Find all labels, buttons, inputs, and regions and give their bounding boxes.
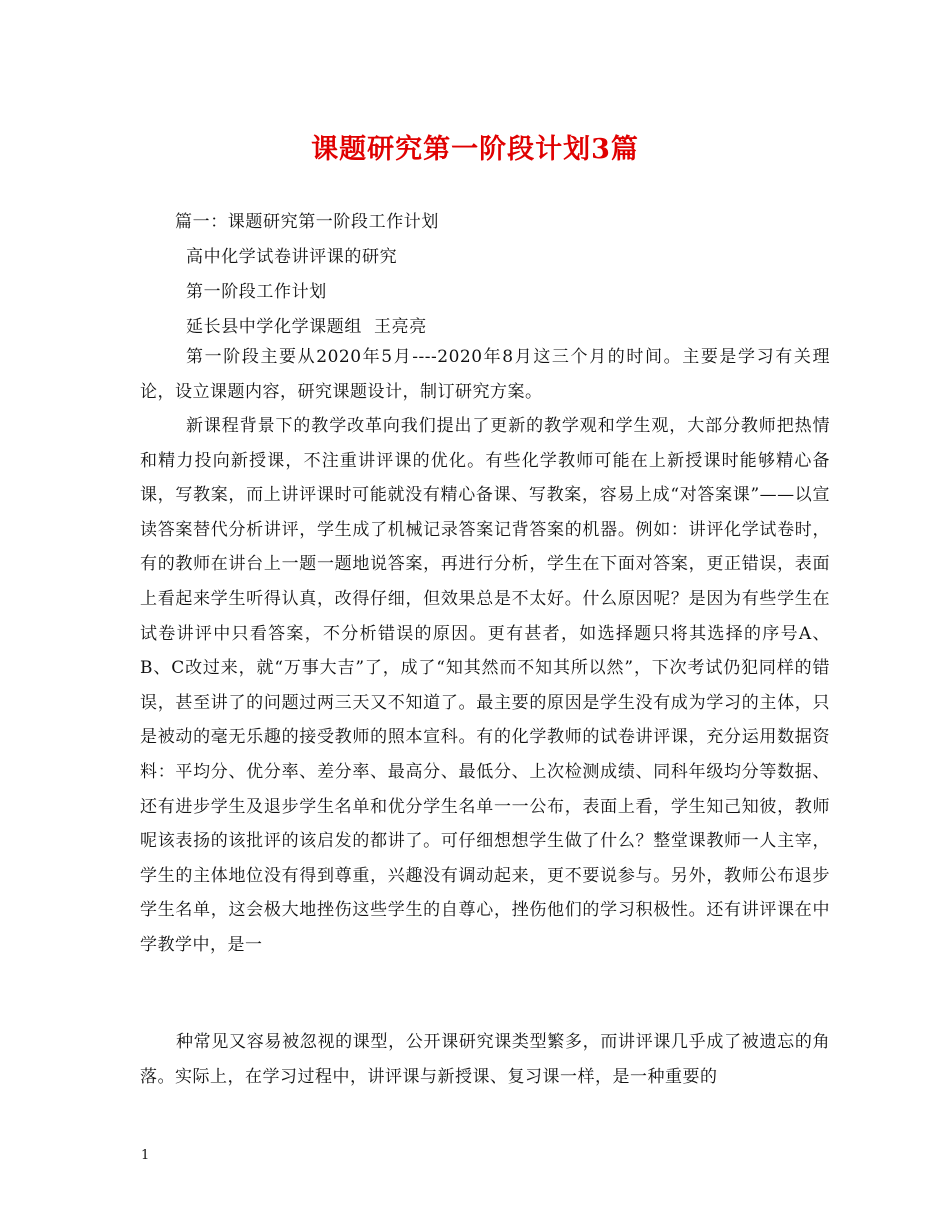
paragraph-3: 种常见又容易被忽视的课型，公开课研究课类型繁多，而讲评课几乎成了被遗忘的角落。实际上，在学习过程中，讲评课与新授课、复习课一样，是一种重要的 (140, 1032, 830, 1087)
page-number: 1 (141, 1148, 150, 1163)
paragraph-1: 第一阶段主要从2020年5月----2020年8月这三个月的时间。主要是学习有关理论，设立课题内容，研究课题设计，制订研究方案。 (140, 347, 830, 402)
section-heading: 篇一：课题研究第一阶段工作计划 (175, 212, 439, 232)
author-line: 延长县中学化学课题组 王亮亮 (186, 317, 427, 337)
subject-line: 高中化学试卷讲评课的研究 (186, 247, 398, 267)
paragraph-2: 新课程背景下的教学改革向我们提出了更新的教学观和学生观，大部分教师把热情和精力投向新授课，不注重讲评课的优化。有些化学教师可能在上新授课时能够精心备课，写教案，而上讲评课时可能就没有精心备课、写教案，容易上成“对答案课”——以宣读答案替代分析讲评，学生成了机械记录答案记背答案的机器。例如：讲评化学试卷时，有的教师在讲台上一题一题地说答案，再进行分析，学生在下面对答案，更正错误，表面上看起来学生听得认真，改得仔细，但效果总是不太好。什么原因呢？是因为有些学生在试卷讲评中只看答案，不分析错误的原因。更有甚者，如选择题只将其选择的序号A、B、C改过来，就“万事大吉”了，成了“知其然而不知其所以然”，下次考试仍犯同样的错误，甚至讲了的问题过两三天又不知道了。最主要的原因是学生没有成为学习的主体，只是被动的毫无乐趣的接受教师的照本宣科。有的化学教师的试卷讲评课，充分运用数据资料：平均分、优分率、差分率、最高分、最低分、上次检测成绩、同科年级均分等数据、还有进步学生及退步学生名单和优分学生名单一一公布，表面上看，学生知己知彼，教师呢该表扬的该批评的该启发的都讲了。可仔细想想学生做了什么？整堂课教师一人主宰，学生的主体地位没有得到尊重，兴趣没有调动起来，更不要说参与。另外，教师公布退步学生名单，这会极大地挫伤这些学生的自尊心，挫伤他们的学习积极性。还有讲评课在中学教学中，是一 (140, 416, 830, 955)
plan-line: 第一阶段工作计划 (186, 282, 327, 302)
document-title: 课题研究第一阶段计划3篇 (311, 134, 639, 165)
